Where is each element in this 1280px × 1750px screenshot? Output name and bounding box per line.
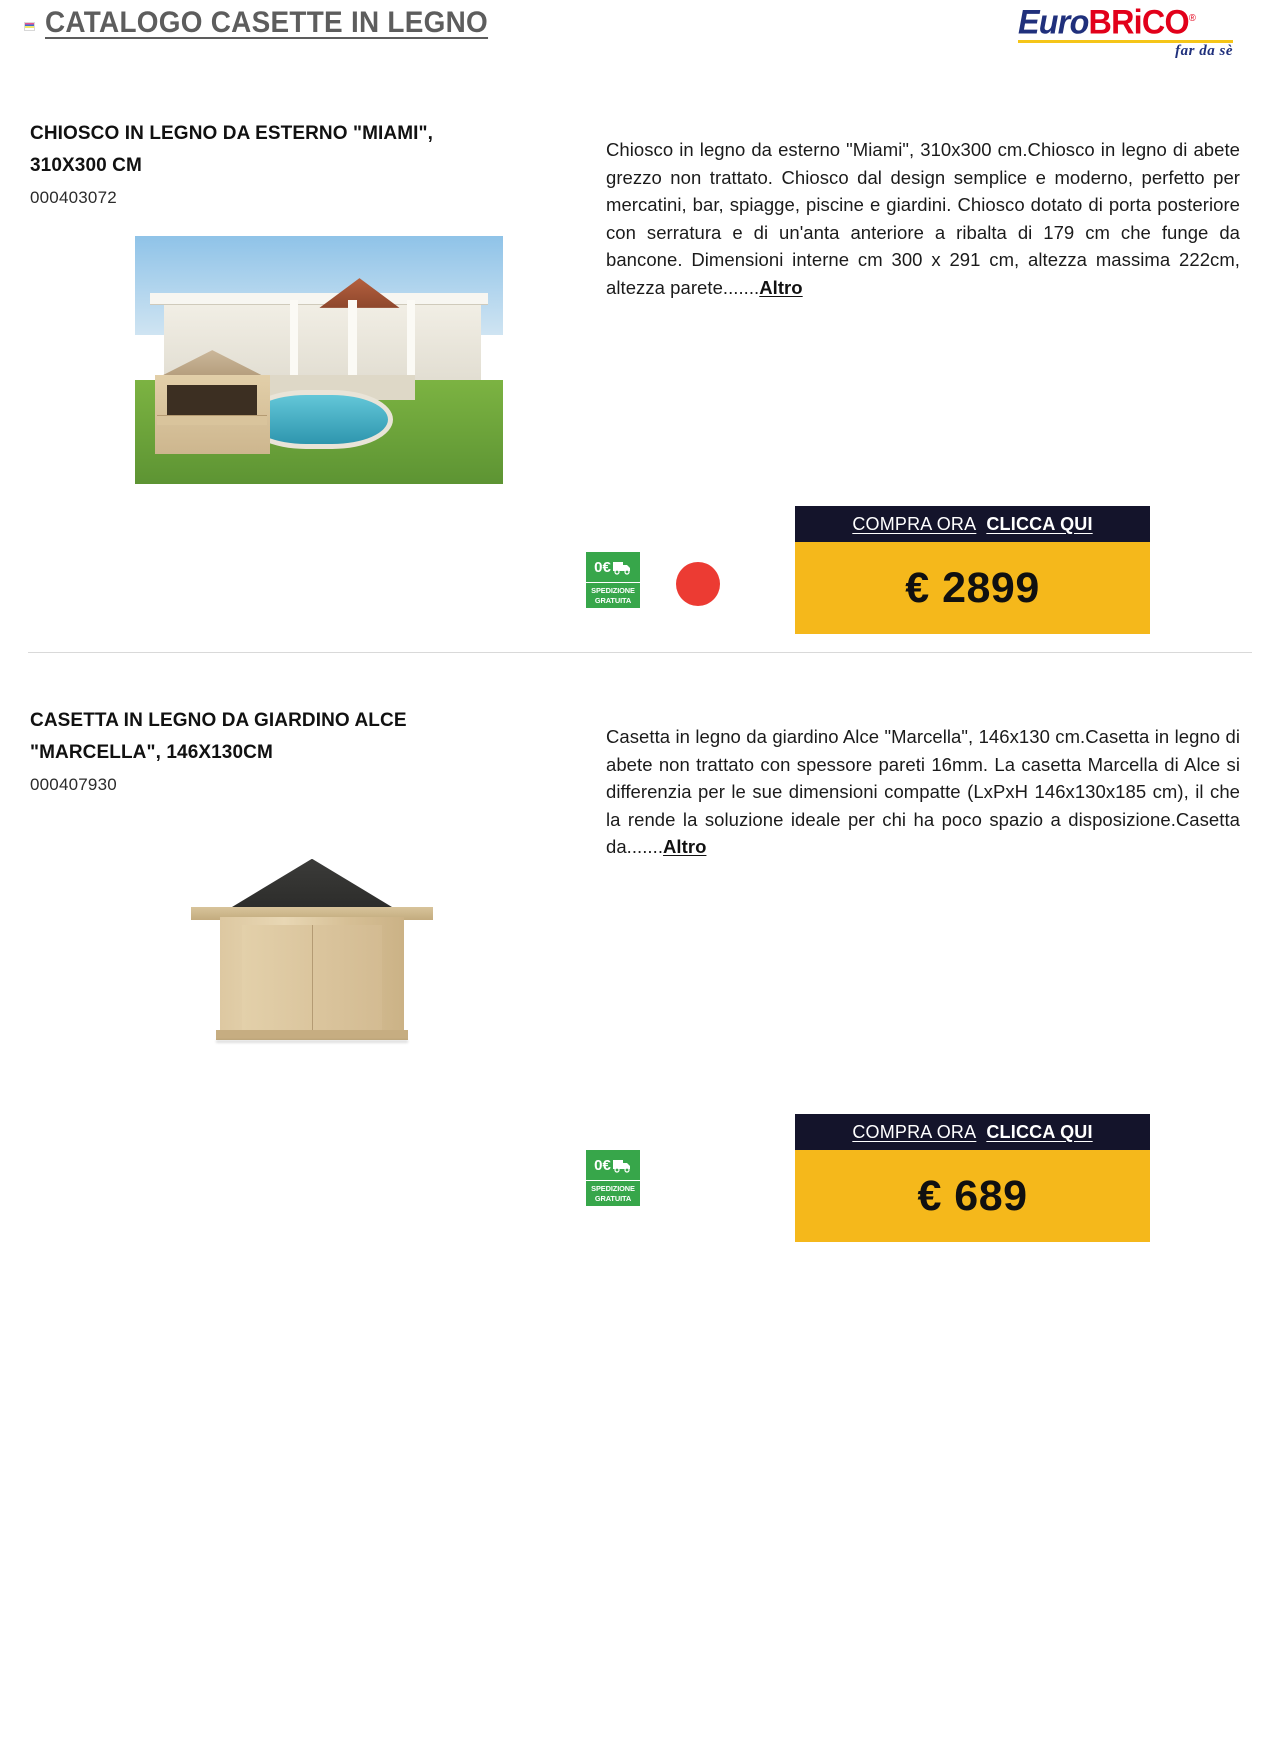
- logo-wordmark: [1018, 2, 1238, 42]
- logo-brico-text: BRiCO: [1088, 3, 1189, 42]
- product-left-column: [30, 118, 570, 484]
- price-box: [795, 1150, 1150, 1242]
- free-shipping-caption: [586, 583, 640, 608]
- price-box: [795, 542, 1150, 634]
- logo-euro-text: Euro: [1018, 3, 1089, 42]
- read-more-link[interactable]: Altro: [759, 276, 803, 298]
- product-description: [606, 136, 1240, 301]
- truck-icon: [612, 1157, 632, 1173]
- product-top-row: [30, 705, 1250, 1078]
- product-image: [135, 236, 503, 484]
- product-sku: 000403072: [30, 188, 117, 207]
- buy-now-bar[interactable]: [795, 1114, 1150, 1150]
- free-shipping-badge: [586, 1150, 640, 1208]
- header-title-group: [24, 0, 521, 40]
- price-value: € 2899: [905, 563, 1040, 612]
- shipping-line-1: SPEDIZIONE: [591, 1184, 635, 1193]
- product-card: [0, 705, 1280, 1220]
- product-right-column: [570, 705, 1250, 1078]
- product-top-row: [30, 118, 1250, 484]
- shipping-price-label: 0€: [594, 1156, 611, 1174]
- product-bottom-row: [30, 494, 1250, 634]
- product-image: [128, 823, 496, 1078]
- product-description-text: Chiosco in legno da esterno "Miami", 310x300 cm.Chiosco in legno di abete grezzo non trattato. Chiosco dal design semplice e moderno, perfetto per mercatini, bar, spiagge, piscine e giardini. Chiosco dotato di porta posteriore con serratura e di un'anta anteriore a ribalta di 179 cm che funge da bancone. Dimensioni interne cm 300 x 291 cm, altezza massima 222cm, altezza parete.......: [606, 139, 1240, 298]
- product-card: [0, 118, 1280, 634]
- red-dot-marker: [676, 562, 720, 606]
- product-photo-illustration: [135, 236, 503, 484]
- buy-now-label[interactable]: COMPRA ORA: [852, 1121, 977, 1142]
- registered-trademark-icon: ®: [1188, 13, 1196, 24]
- shipping-price-label: 0€: [594, 558, 611, 576]
- price-value: € 689: [917, 1171, 1028, 1220]
- click-here-label[interactable]: CLICCA QUI: [986, 513, 1093, 534]
- buy-cta-block[interactable]: [795, 1114, 1150, 1242]
- shipping-line-1: SPEDIZIONE: [591, 586, 635, 595]
- product-right-column: [570, 118, 1250, 484]
- free-shipping-top: [586, 1150, 640, 1180]
- product-sku: 000407930: [30, 775, 117, 794]
- logo-tagline: far da sè: [1175, 43, 1233, 60]
- bullet-square-icon: [24, 22, 35, 31]
- free-shipping-caption: [586, 1181, 640, 1206]
- product-bottom-row: [30, 1088, 1250, 1220]
- buy-now-bar[interactable]: [795, 506, 1150, 542]
- product-description: [606, 723, 1240, 861]
- free-shipping-badge: [586, 552, 640, 610]
- buy-now-label[interactable]: COMPRA ORA: [852, 513, 977, 534]
- product-photo-illustration: [128, 823, 496, 1078]
- product-left-column: [30, 705, 570, 1078]
- buy-cta-block[interactable]: [795, 506, 1150, 634]
- read-more-link[interactable]: Altro: [663, 836, 707, 857]
- page-title: CATALOGO CASETTE IN LEGNO: [45, 6, 489, 39]
- page-header: [0, 0, 1280, 60]
- shipping-line-2: GRATUITA: [594, 595, 632, 605]
- truck-icon: [612, 559, 632, 575]
- card-divider: [28, 652, 1252, 653]
- product-title: CHIOSCO IN LEGNO DA ESTERNO "MIAMI", 310X300 CM: [30, 123, 434, 176]
- eurobrico-logo: [1018, 0, 1250, 60]
- click-here-label[interactable]: CLICCA QUI: [986, 1121, 1093, 1142]
- product-description-text: Casetta in legno da giardino Alce "Marcella", 146x130 cm.Casetta in legno di abete non trattato con spessore pareti 16mm. La casetta Marcella di Alce si differenzia per le sue dimensioni compatte (LxPxH 146x130x185 cm), il che la rende la soluzione ideale per chi ha poco spazio a disposizione.Casetta da.......: [606, 726, 1240, 857]
- shipping-line-2: GRATUITA: [594, 1193, 632, 1203]
- product-title: CASETTA IN LEGNO DA GIARDINO ALCE "MARCELLA", 146X130CM: [30, 710, 407, 763]
- free-shipping-top: [586, 552, 640, 582]
